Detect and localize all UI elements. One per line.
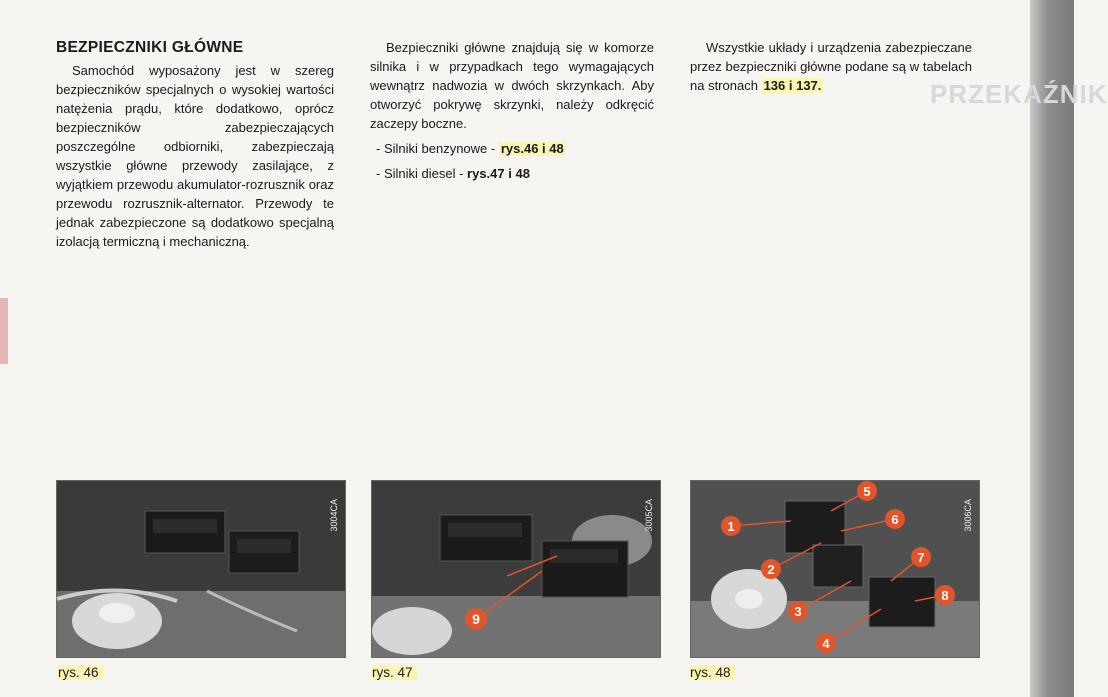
photo-code: 3006CA (963, 499, 973, 532)
callout-3: 3 (794, 604, 802, 619)
figure-46-caption: rys. 46 (58, 665, 103, 680)
column-2 (370, 38, 654, 189)
callout-8: 8 (941, 588, 949, 603)
list-item: - Silniki benzynowe - rys.46 i 48 (376, 141, 564, 156)
figure-47-photo (371, 480, 661, 658)
callout-6: 6 (891, 512, 899, 527)
column-2-paragraph: Bezpieczniki główne znajdują się w komorze silnika i w przypadkach tego wymagających wewnątrz nadwozia w dwóch skrzynkach. Aby otworzyć pokrywę skrzynki, należy odkręcić zaczepy boczne. (370, 40, 654, 131)
engine-list (370, 139, 654, 183)
page-reference: 136 i 137. (763, 78, 822, 93)
callout-5: 5 (863, 484, 871, 499)
callout-7: 7 (917, 550, 925, 565)
section-tab (0, 298, 8, 364)
figure-reference: rys.46 i 48 (500, 141, 564, 156)
figure-48-photo (690, 480, 980, 658)
callout-1: 1 (727, 519, 735, 534)
section-heading: BEZPIECZNIKI GŁÓWNE (56, 39, 244, 56)
column-1-paragraph: Samochód wyposażony jest w szereg bezpieczników specjalnych o wysokiej wartości natężenia prądu, które dodatkowo, oprócz bezpieczników zabezpieczających poszczególne odbiorniki, zabezpieczają wszystkie główne przewody zasilające, z wyjątkiem przewodu akumulator-rozrusznik oraz przewodu rozrusznik-alternator. Przewody te jednak zabezpieczone są dodatkowo specjalną izolacją termiczną i mechaniczną. (56, 63, 334, 249)
callout-9: 9 (472, 611, 480, 627)
column-3-paragraph: Wszystkie układy i urządzenia zabezpieczane przez bezpieczniki główne podane są w tabelach na stronach 136 i 137. (690, 40, 972, 93)
list-item: - Silniki diesel - rys.47 i 48 (376, 166, 530, 181)
photo-code: 3005CA (644, 499, 654, 532)
callout-4: 4 (822, 636, 830, 651)
bleed-through-text: PRZEKAŹNIK (930, 79, 1108, 109)
column-3 (690, 38, 972, 95)
figure-48-caption: rys. 48 (690, 665, 735, 680)
photo-code: 3004CA (329, 499, 339, 532)
figure-47-caption: rys. 47 (372, 665, 417, 680)
figure-reference: rys.47 i 48 (467, 166, 530, 181)
figure-46-photo (56, 480, 346, 658)
callout-2: 2 (767, 562, 775, 577)
column-1 (56, 38, 334, 251)
